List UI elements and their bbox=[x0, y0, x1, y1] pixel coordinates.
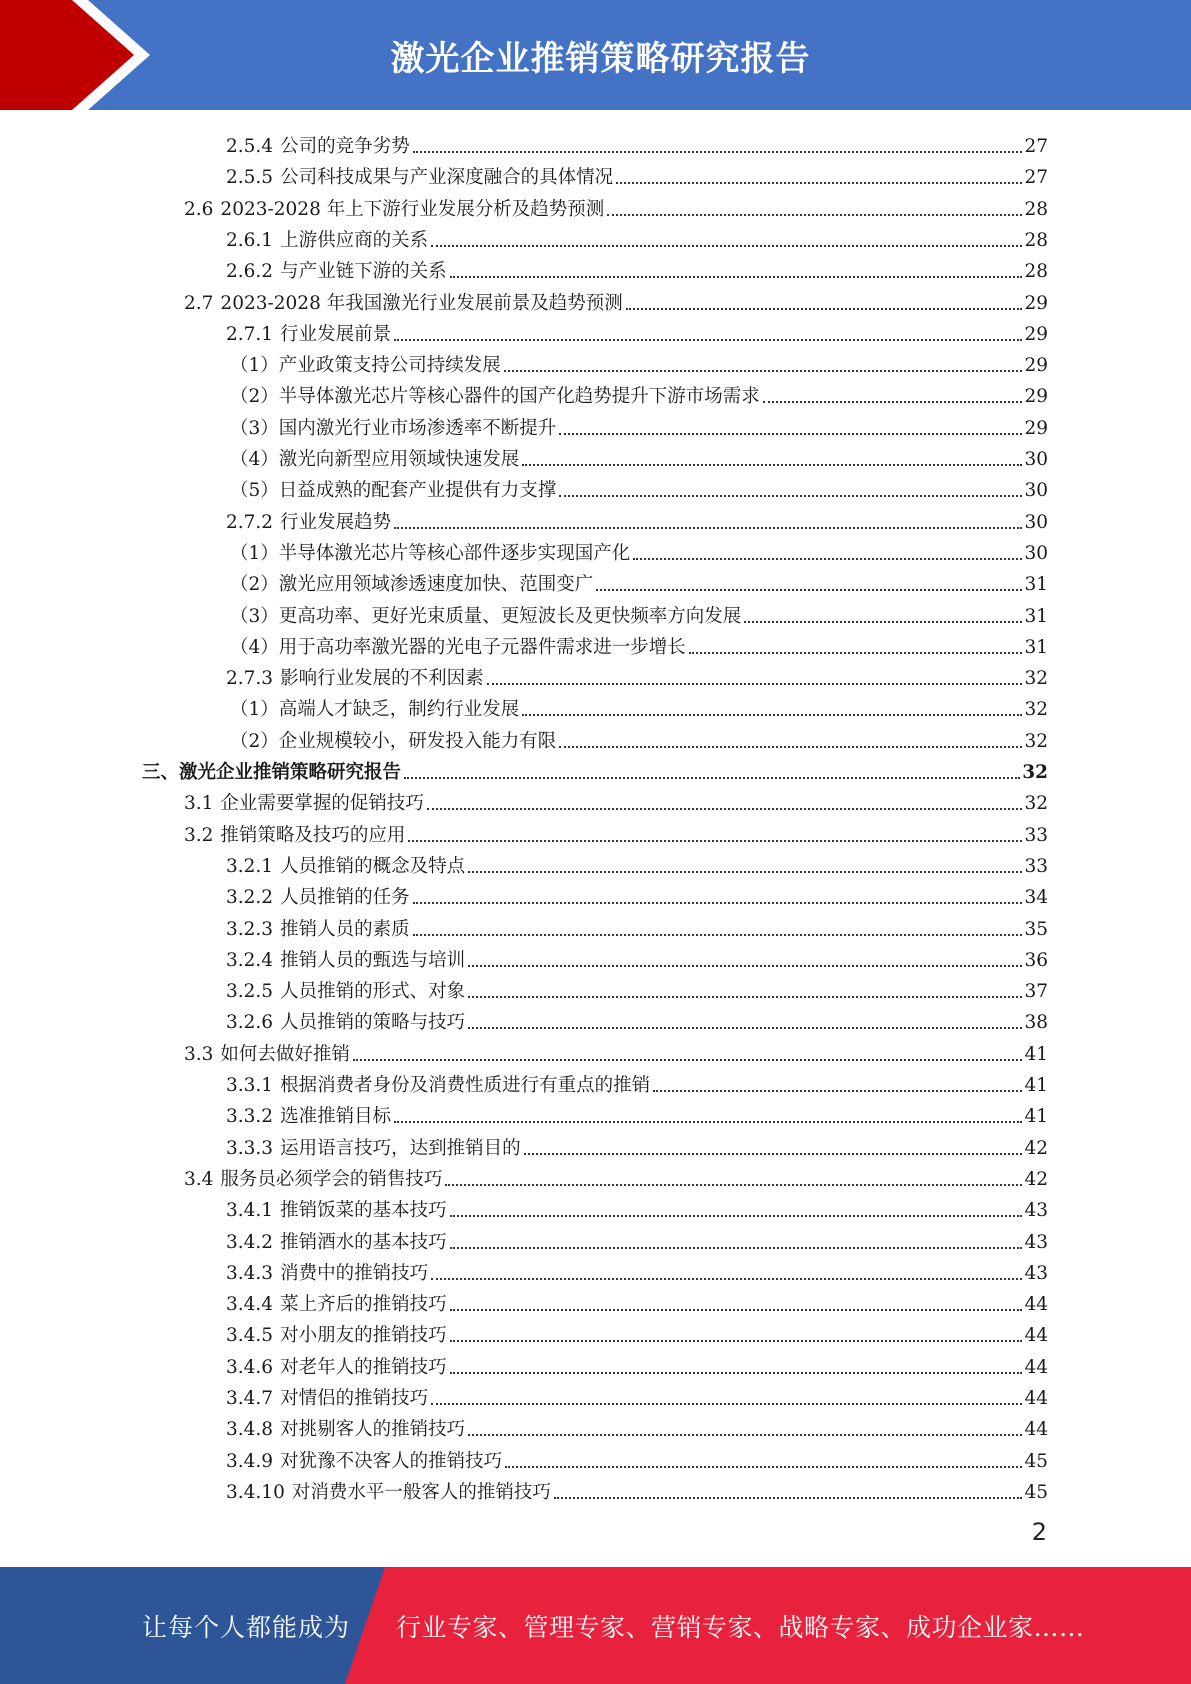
toc-entry-page: 41 bbox=[1024, 1075, 1048, 1096]
toc-entry-title: 影响行业发展的不利因素 bbox=[280, 668, 484, 690]
toc-entry-number: 2.6.1 bbox=[226, 229, 274, 251]
toc-entry-number: 2.5.4 bbox=[226, 136, 274, 157]
toc-dot-leader bbox=[413, 902, 1023, 904]
toc-entry[interactable] bbox=[226, 972, 1048, 1003]
toc-entry-page: 44 bbox=[1024, 1388, 1048, 1409]
toc-entry-number: （1） bbox=[230, 355, 279, 377]
toc-entry-title: 推销人员的甄选与培训 bbox=[280, 949, 466, 971]
toc-entry-number: 3.3.2 bbox=[226, 1106, 274, 1128]
toc-dot-leader bbox=[450, 1372, 1023, 1374]
toc-dot-leader bbox=[468, 871, 1022, 873]
toc-dot-leader bbox=[524, 1153, 1023, 1155]
toc-entry[interactable] bbox=[226, 1379, 1048, 1410]
toc-entry[interactable] bbox=[226, 878, 1048, 909]
toc-entry-title: 选准推销目标 bbox=[280, 1106, 392, 1128]
toc-entry-number: 3.3.1 bbox=[226, 1075, 274, 1096]
toc-entry[interactable] bbox=[226, 315, 1048, 346]
toc-entry-title: 用于高功率激光器的光电子元器件需求进一步增长 bbox=[278, 636, 686, 658]
toc-entry-number: 3.4.2 bbox=[226, 1231, 274, 1253]
toc-entry-title: 2023-2028 年我国激光行业发展前景及趋势预测 bbox=[220, 292, 623, 314]
toc-entry-number: 2.6.2 bbox=[226, 261, 274, 283]
toc-entry[interactable] bbox=[226, 659, 1048, 690]
toc-dot-leader bbox=[505, 1466, 1022, 1468]
footer-slogan-right: 行业专家、管理专家、营销专家、战略专家、成功企业家…… bbox=[396, 1612, 1085, 1642]
toc-entry-page: 30 bbox=[1024, 511, 1048, 533]
toc-entry-number: （3） bbox=[230, 417, 279, 439]
toc-entry-number: 三、 bbox=[142, 762, 180, 783]
toc-entry-title: 行业发展前景 bbox=[280, 323, 392, 345]
toc-entry-title: 人员推销的任务 bbox=[280, 887, 410, 909]
toc-entry-number: （1） bbox=[230, 542, 279, 564]
toc-entry-number: 3.4.10 bbox=[226, 1481, 285, 1503]
toc-dot-leader bbox=[633, 558, 1022, 560]
toc-entry-number: 3.4.6 bbox=[226, 1356, 274, 1378]
toc-entry-page: 36 bbox=[1024, 949, 1048, 971]
toc-entry-page: 37 bbox=[1024, 981, 1048, 1003]
toc-entry-page: 42 bbox=[1024, 1168, 1048, 1190]
toc-entry-title: 推销策略及技巧的应用 bbox=[220, 824, 406, 846]
toc-entry[interactable] bbox=[226, 252, 1048, 283]
toc-entry-page: 32 bbox=[1024, 699, 1048, 721]
toc-entry-title: 行业发展趋势 bbox=[280, 511, 392, 533]
page-footer bbox=[0, 1567, 1191, 1684]
toc-entry-title: 公司科技成果与产业深度融合的具体情况 bbox=[280, 167, 614, 189]
toc-entry[interactable] bbox=[226, 1348, 1048, 1379]
toc-entry-number: （2） bbox=[230, 730, 279, 752]
toc-dot-leader bbox=[468, 1434, 1022, 1436]
toc-dot-leader bbox=[522, 464, 1022, 466]
toc-dot-leader bbox=[559, 433, 1022, 435]
toc-entry[interactable] bbox=[230, 377, 1048, 408]
toc-entry-title: 激光向新型应用领域快速发展 bbox=[278, 449, 520, 470]
toc-entry[interactable] bbox=[230, 534, 1048, 565]
toc-entry-title: 推销饭菜的基本技巧 bbox=[280, 1200, 447, 1222]
toc-entry-title: 推销人员的素质 bbox=[280, 918, 410, 940]
toc-entry-title: 对挑剔客人的推销技巧 bbox=[280, 1419, 466, 1441]
toc-dot-leader bbox=[431, 245, 1022, 247]
toc-dot-leader bbox=[413, 151, 1023, 153]
toc-entry-title: 企业规模较小，研发投入能力有限 bbox=[278, 730, 557, 752]
toc-entry-page: 43 bbox=[1024, 1200, 1048, 1222]
toc-entry-title: 运用语言技巧，达到推销目的 bbox=[280, 1137, 521, 1159]
toc-dot-leader bbox=[763, 401, 1023, 403]
toc-entry-page: 32 bbox=[1024, 668, 1048, 690]
toc-dot-leader bbox=[487, 683, 1023, 685]
toc-entry-title: 企业需要掌握的促销技巧 bbox=[220, 793, 424, 815]
toc-entry-number: 3.1 bbox=[184, 793, 214, 815]
toc-entry[interactable] bbox=[226, 1442, 1048, 1473]
toc-dot-leader bbox=[689, 652, 1023, 654]
toc-entry[interactable] bbox=[230, 597, 1048, 628]
toc-entry-number: 3.2.4 bbox=[226, 949, 274, 971]
page-header bbox=[0, 0, 1191, 110]
footer-slogan-left: 让每个人都能成为 bbox=[142, 1612, 351, 1642]
toc-entry-page: 33 bbox=[1024, 855, 1048, 877]
toc-entry-number: 3.2.3 bbox=[226, 918, 274, 940]
toc-entry[interactable] bbox=[226, 127, 1048, 158]
toc-dot-leader bbox=[404, 777, 1020, 779]
toc-dot-leader bbox=[626, 308, 1023, 310]
toc-entry-number: 3.3 bbox=[184, 1043, 214, 1065]
toc-dot-leader bbox=[353, 1059, 1023, 1061]
toc-entry-page: 30 bbox=[1024, 449, 1048, 470]
toc-dot-leader bbox=[445, 1184, 1022, 1186]
toc-entry-number: 2.5.5 bbox=[226, 167, 274, 189]
page-number: 2 bbox=[1031, 1518, 1047, 1546]
toc-dot-leader bbox=[450, 1215, 1023, 1217]
toc-entry[interactable] bbox=[226, 1097, 1048, 1128]
toc-entry-number: （1） bbox=[230, 699, 279, 721]
toc-entry-title: 对老年人的推销技巧 bbox=[280, 1356, 447, 1378]
toc-entry-number: 3.4.3 bbox=[226, 1262, 274, 1284]
toc-entry-number: 3.3.3 bbox=[226, 1137, 274, 1159]
toc-entry-page: 44 bbox=[1024, 1419, 1048, 1441]
toc-entry[interactable] bbox=[226, 1285, 1048, 1316]
toc-entry[interactable] bbox=[226, 221, 1048, 252]
toc-entry-page: 31 bbox=[1024, 574, 1048, 596]
toc-entry-page: 38 bbox=[1024, 1012, 1048, 1034]
toc-entry-number: 3.4.9 bbox=[226, 1450, 274, 1472]
toc-entry-page: 30 bbox=[1024, 480, 1048, 502]
toc-entry-page: 29 bbox=[1024, 417, 1048, 439]
toc-entry[interactable] bbox=[226, 1223, 1048, 1254]
toc-entry[interactable] bbox=[184, 784, 1048, 815]
toc-entry[interactable] bbox=[230, 722, 1048, 753]
toc-entry-title: 人员推销的策略与技巧 bbox=[280, 1012, 466, 1034]
toc-entry[interactable] bbox=[226, 1191, 1048, 1222]
toc-dot-leader bbox=[468, 1027, 1022, 1029]
toc-entry[interactable] bbox=[230, 565, 1048, 596]
toc-entry-number: （4） bbox=[230, 636, 279, 658]
toc-entry-page: 29 bbox=[1024, 323, 1048, 345]
toc-entry-title: 上游供应商的关系 bbox=[280, 229, 429, 251]
toc-dot-leader bbox=[559, 746, 1022, 748]
toc-entry-number: 2.6 bbox=[184, 198, 214, 220]
toc-entry[interactable] bbox=[226, 1066, 1048, 1097]
toc-entry[interactable] bbox=[142, 753, 1048, 784]
toc-entry[interactable] bbox=[226, 1003, 1048, 1034]
toc-entry[interactable] bbox=[184, 1160, 1048, 1191]
toc-entry-page: 34 bbox=[1024, 887, 1048, 909]
toc-entry[interactable] bbox=[230, 440, 1048, 471]
toc-dot-leader bbox=[596, 589, 1022, 591]
toc-entry-title: 激光应用领域渗透速度加快、范围变广 bbox=[278, 574, 594, 596]
toc-dot-leader bbox=[468, 965, 1022, 967]
toc-entry-number: 3.2.6 bbox=[226, 1012, 274, 1034]
toc-entry[interactable] bbox=[226, 847, 1048, 878]
toc-entry-title: 如何去做好推销 bbox=[220, 1043, 350, 1065]
toc-entry-page: 29 bbox=[1024, 292, 1048, 314]
toc-entry[interactable] bbox=[230, 628, 1048, 659]
toc-dot-leader bbox=[413, 934, 1023, 936]
toc-entry-page: 31 bbox=[1024, 636, 1048, 658]
toc-entry-title: 与产业链下游的关系 bbox=[280, 261, 447, 283]
toc-entry-page: 43 bbox=[1024, 1231, 1048, 1253]
toc-entry-title: 日益成熟的配套产业提供有力支撑 bbox=[278, 480, 557, 502]
toc-entry-title: 半导体激光芯片等核心器件的国产化趋势提升下游市场需求 bbox=[278, 386, 760, 408]
toc-entry-page: 45 bbox=[1024, 1450, 1048, 1472]
toc-entry-page: 41 bbox=[1024, 1106, 1048, 1128]
toc-entry-title: 高端人才缺乏，制约行业发展 bbox=[278, 699, 520, 721]
toc-entry-number: 3.2 bbox=[184, 824, 214, 846]
toc-entry[interactable] bbox=[226, 1316, 1048, 1347]
toc-entry-title: 对犹豫不决客人的推销技巧 bbox=[280, 1450, 503, 1472]
toc-entry-title: 对消费水平一般客人的推销技巧 bbox=[291, 1481, 551, 1503]
toc-dot-leader bbox=[450, 1309, 1023, 1311]
toc-entry[interactable] bbox=[184, 816, 1048, 847]
toc-entry-number: 3.2.5 bbox=[226, 981, 274, 1003]
toc-dot-leader bbox=[504, 370, 1023, 372]
toc-entry-title: 半导体激光芯片等核心部件逐步实现国产化 bbox=[278, 542, 631, 564]
toc-entry-page: 32 bbox=[1024, 793, 1048, 815]
toc-entry-number: 2.7.2 bbox=[226, 511, 274, 533]
toc-entry-page: 29 bbox=[1024, 355, 1048, 377]
toc-entry-page: 44 bbox=[1024, 1356, 1048, 1378]
toc-dot-leader bbox=[744, 621, 1022, 623]
toc-entry-page: 28 bbox=[1024, 229, 1048, 251]
toc-entry-page: 32 bbox=[1022, 762, 1048, 783]
toc-entry-number: 3.2.1 bbox=[226, 855, 274, 877]
toc-entry-page: 35 bbox=[1024, 918, 1048, 940]
toc-entry[interactable] bbox=[226, 1254, 1048, 1285]
toc-entry[interactable] bbox=[226, 1129, 1048, 1160]
toc-dot-leader bbox=[554, 1497, 1023, 1499]
toc-entry-title: 激光企业推销策略研究报告 bbox=[179, 762, 402, 783]
toc-dot-leader bbox=[653, 1090, 1022, 1092]
toc-entry-number: 3.4.7 bbox=[226, 1388, 274, 1409]
toc-entry-page: 28 bbox=[1024, 198, 1048, 220]
toc-entry-page: 43 bbox=[1024, 1262, 1048, 1284]
toc-dot-leader bbox=[394, 339, 1022, 341]
toc-entry-title: 产业政策支持公司持续发展 bbox=[278, 355, 501, 377]
toc-entry-title: 公司的竞争劣势 bbox=[280, 136, 410, 157]
toc-dot-leader bbox=[394, 1121, 1022, 1123]
toc-entry-page: 27 bbox=[1024, 136, 1048, 157]
toc-dot-leader bbox=[427, 808, 1023, 810]
toc-entry-number: 3.4.5 bbox=[226, 1325, 274, 1347]
toc-entry-title: 人员推销的形式、对象 bbox=[280, 981, 466, 1003]
toc-entry[interactable] bbox=[184, 190, 1048, 221]
toc-entry-page: 29 bbox=[1024, 386, 1048, 408]
toc-entry-number: 3.4.1 bbox=[226, 1200, 274, 1222]
toc-entry-page: 44 bbox=[1024, 1325, 1048, 1347]
toc-dot-leader bbox=[450, 1247, 1023, 1249]
toc-dot-leader bbox=[431, 1403, 1022, 1405]
toc-entry-title: 消费中的推销技巧 bbox=[280, 1262, 429, 1284]
toc-entry[interactable] bbox=[226, 1410, 1048, 1441]
toc-entry-page: 27 bbox=[1024, 167, 1048, 189]
toc-entry-number: 3.4.4 bbox=[226, 1294, 274, 1316]
toc-entry-page: 33 bbox=[1024, 824, 1048, 846]
toc-entry-page: 41 bbox=[1024, 1043, 1048, 1065]
toc-entry-number: 3.4.8 bbox=[226, 1419, 274, 1441]
toc-entry[interactable] bbox=[230, 471, 1048, 502]
toc-entry-title: 菜上齐后的推销技巧 bbox=[280, 1294, 447, 1316]
toc-dot-leader bbox=[522, 714, 1022, 716]
toc-entry[interactable] bbox=[226, 503, 1048, 534]
toc-entry-page: 31 bbox=[1024, 605, 1048, 627]
toc-entry-title: 更高功率、更好光束质量、更短波长及更快频率方向发展 bbox=[278, 605, 742, 627]
toc-entry[interactable] bbox=[230, 346, 1048, 377]
toc-entry-number: 2.7.1 bbox=[226, 323, 274, 345]
toc-entry[interactable] bbox=[184, 1035, 1048, 1066]
toc-entry-number: 3.4 bbox=[184, 1168, 214, 1190]
toc-dot-leader bbox=[616, 182, 1022, 184]
toc-entry-page: 45 bbox=[1024, 1481, 1048, 1503]
toc-entry[interactable] bbox=[230, 690, 1048, 721]
toc-entry-title: 对小朋友的推销技巧 bbox=[280, 1325, 447, 1347]
toc-entry-number: （3） bbox=[230, 605, 279, 627]
toc-entry[interactable] bbox=[226, 1473, 1048, 1504]
toc-entry-title: 2023-2028 年上下游行业发展分析及趋势预测 bbox=[220, 198, 605, 220]
toc-entry-number: 2.7.3 bbox=[226, 668, 274, 690]
toc-entry[interactable] bbox=[226, 941, 1048, 972]
toc-dot-leader bbox=[468, 996, 1022, 998]
toc-entry[interactable] bbox=[226, 910, 1048, 941]
toc-entry-number: （4） bbox=[230, 449, 279, 470]
toc-entry-number: （5） bbox=[230, 480, 279, 502]
toc-dot-leader bbox=[431, 1278, 1022, 1280]
toc-dot-leader bbox=[450, 1340, 1023, 1342]
document-title: 激光企业推销策略研究报告 bbox=[390, 38, 811, 79]
toc-entry-title: 人员推销的概念及特点 bbox=[280, 855, 466, 877]
toc-entry-page: 42 bbox=[1024, 1137, 1048, 1159]
toc-entry[interactable] bbox=[226, 158, 1048, 189]
toc-entry-number: 3.2.2 bbox=[226, 887, 274, 909]
toc-entry-title: 推销酒水的基本技巧 bbox=[280, 1231, 447, 1253]
toc-dot-leader bbox=[450, 276, 1023, 278]
toc-entry-title: 根据消费者身份及消费性质进行有重点的推销 bbox=[280, 1075, 651, 1096]
toc-entry[interactable] bbox=[184, 284, 1048, 315]
toc-entry-page: 28 bbox=[1024, 261, 1048, 283]
toc-entry-page: 44 bbox=[1024, 1294, 1048, 1316]
toc-entry-number: （2） bbox=[230, 386, 279, 408]
toc-entry-title: 对情侣的推销技巧 bbox=[280, 1388, 429, 1409]
toc-entry-number: 2.7 bbox=[184, 292, 214, 314]
toc-entry[interactable] bbox=[230, 409, 1048, 440]
toc-entry-title: 国内激光行业市场渗透率不断提升 bbox=[278, 417, 557, 439]
toc-entry-page: 30 bbox=[1024, 542, 1048, 564]
toc-entry-number: （2） bbox=[230, 574, 279, 596]
toc-dot-leader bbox=[408, 840, 1022, 842]
toc-entry-title: 服务员必须学会的销售技巧 bbox=[220, 1168, 443, 1190]
toc-dot-leader bbox=[559, 495, 1022, 497]
toc-entry-page: 32 bbox=[1024, 730, 1048, 752]
toc-dot-leader bbox=[394, 527, 1022, 529]
toc-dot-leader bbox=[607, 214, 1022, 216]
